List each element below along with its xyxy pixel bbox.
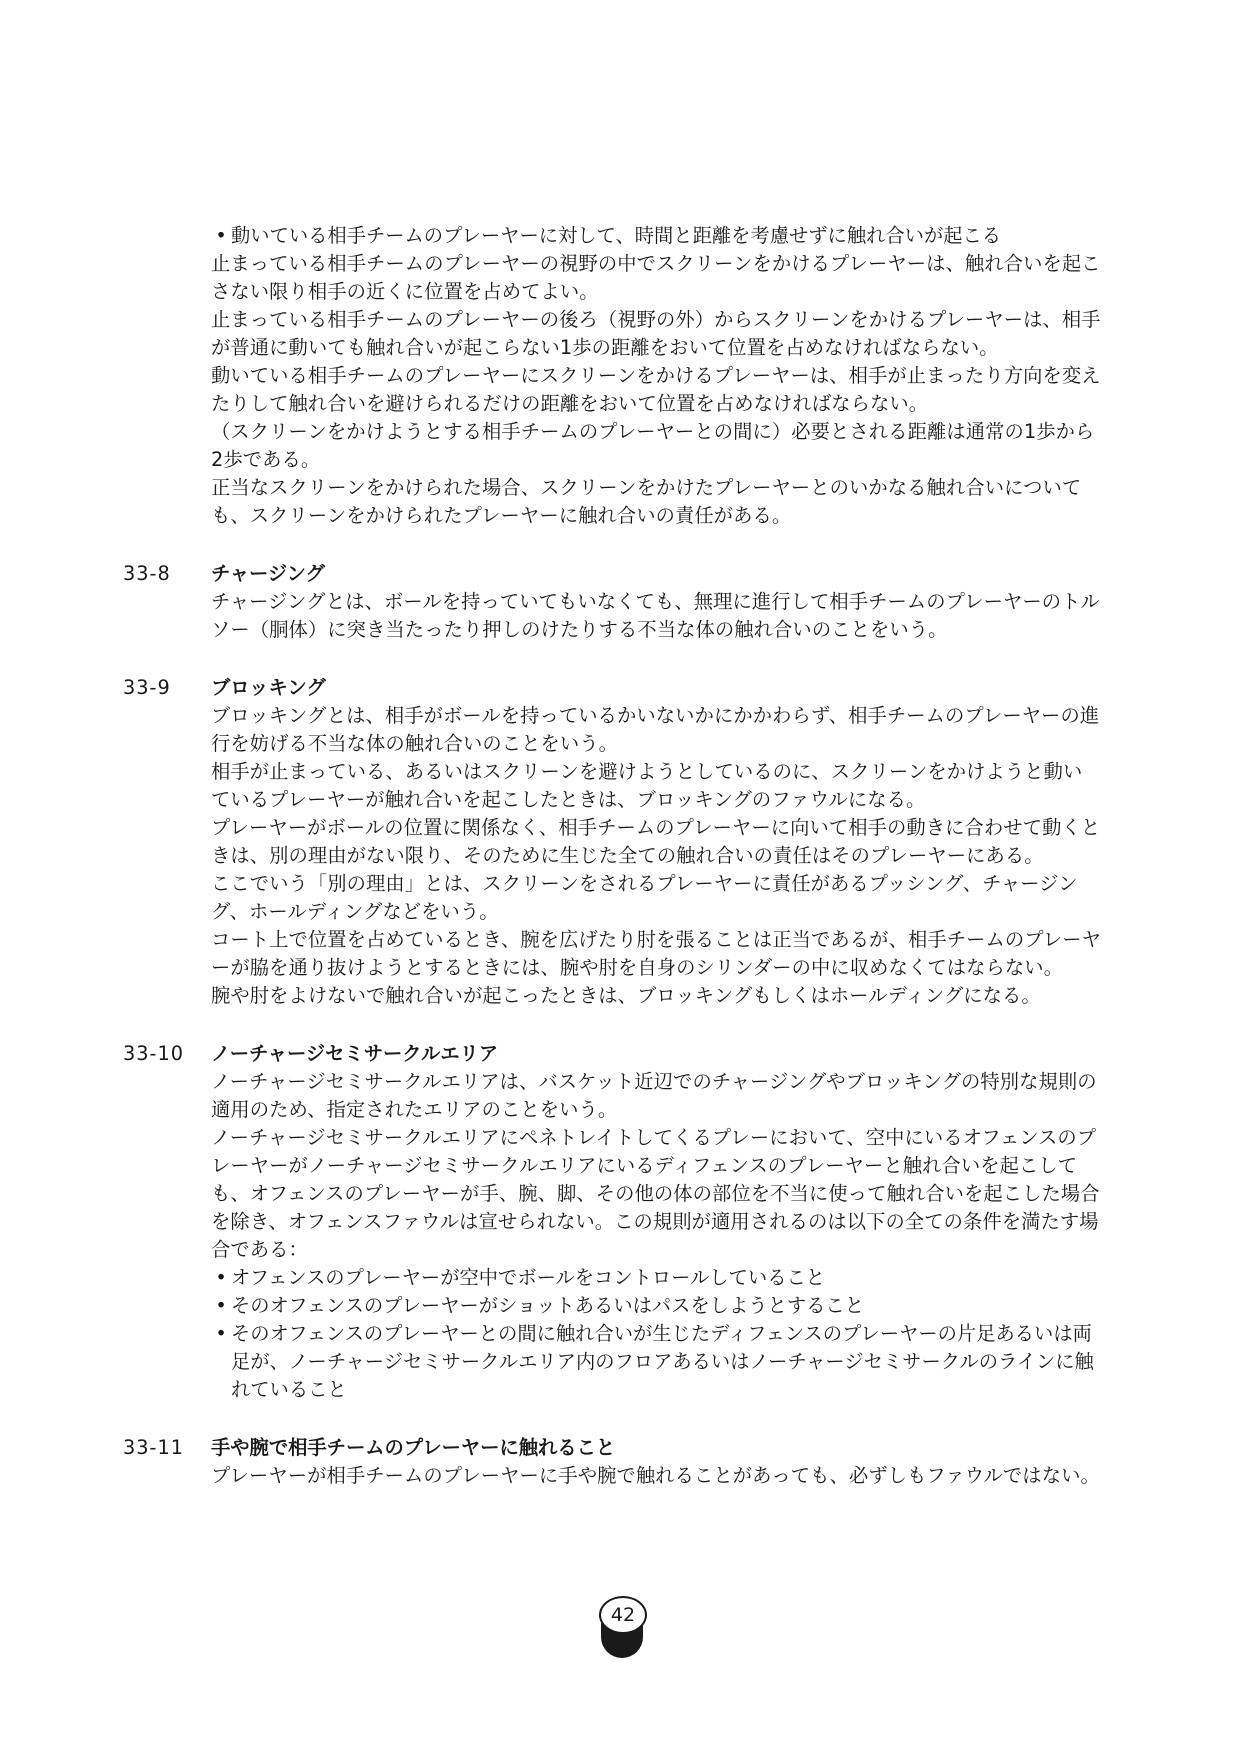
bullet-text: そのオフェンスのプレーヤーがショットあるいはパスをしようとすること bbox=[231, 1294, 864, 1317]
section-heading bbox=[123, 1040, 1118, 1068]
bullet-text: オフェンスのプレーヤーが空中でボールをコントロールしていること bbox=[231, 1266, 826, 1289]
bullet-dot: • bbox=[215, 1322, 227, 1345]
intro-bullet bbox=[211, 222, 1101, 250]
section-number: 33-11 bbox=[123, 1436, 185, 1459]
section-33-11 bbox=[123, 1434, 1118, 1490]
bullet-text: 動いている相手チームのプレーヤーに対して、時間と距離を考慮せずに触れ合いが起こる bbox=[231, 224, 1002, 247]
section-heading bbox=[123, 1434, 1118, 1462]
section-title: ノーチャージセミサークルエリア bbox=[211, 1042, 499, 1065]
section-33-10 bbox=[123, 1040, 1118, 1404]
section-33-9 bbox=[123, 674, 1118, 1010]
intro-paragraph: 正当なスクリーンをかけられた場合、スクリーンをかけたプレーヤーとのいかなる触れ合いについても、スクリーンをかけられたプレーヤーに触れ合いの責任がある。 bbox=[211, 476, 1082, 527]
page-number: 42 bbox=[599, 1596, 647, 1634]
section-number: 33-8 bbox=[123, 562, 171, 585]
section-title: 手や腕で相手チームのプレーヤーに触れること bbox=[211, 1436, 616, 1459]
section-paragraph: プレーヤーがボールの位置に関係なく、相手チームのプレーヤーに向いて相手の動きに合わせて動くときは、別の理由がない限り、そのために生じた全ての触れ合いの責任はそのプレーヤーにある。 bbox=[211, 816, 1101, 867]
section-paragraph: 相手が止まっている、あるいはスクリーンを避けようとしているのに、スクリーンをかけようと動いているプレーヤーが触れ合いを起こしたときは、ブロッキングのファウルになる。 bbox=[211, 760, 1083, 811]
intro-paragraph: 動いている相手チームのプレーヤーにスクリーンをかけるプレーヤーは、相手が止まったり方向を変えたりして触れ合いを避けられるだけの距離をおいて位置を占めなければならない。 bbox=[211, 364, 1101, 415]
section-paragraph: ブロッキングとは、相手がボールを持っているかいないかにかかわらず、相手チームのプレーヤーの進行を妨げる不当な体の触れ合いのことをいう。 bbox=[211, 704, 1100, 755]
intro-paragraph: 止まっている相手チームのプレーヤーの視野の中でスクリーンをかけるプレーヤーは、触れ合いを起こさない限り相手の近くに位置を占めてよい。 bbox=[211, 252, 1101, 303]
condition-bullet bbox=[211, 1320, 1101, 1404]
bullet-dot: • bbox=[215, 224, 227, 247]
bullet-dot: • bbox=[215, 1266, 227, 1289]
section-paragraph: ここでいう「別の理由」とは、スクリーンをされるプレーヤーに責任があるプッシング、チャージング、ホールディングなどをいう。 bbox=[211, 872, 1078, 923]
intro-paragraph: （スクリーンをかけようとする相手チームのプレーヤーとの間に）必要とされる距離は通常の1歩から2歩である。 bbox=[211, 420, 1095, 471]
section-number: 33-10 bbox=[123, 1042, 185, 1065]
section-paragraph: ノーチャージセミサークルエリアにペネトレイトしてくるプレーにおいて、空中にいるオフェンスのプレーヤーがノーチャージセミサークルエリアにいるディフェンスのプレーヤーと触れ合いを起こしても、オフェンスのプレーヤーが手、腕、脚、その他の体の部位を不当に使って触れ合いを起こした場合を除き、オフェンスファウルは宣せられない。この規則が適用されるのは以下の全ての条件を満たす場合である： bbox=[211, 1126, 1100, 1261]
section-title: チャージング bbox=[211, 562, 325, 585]
section-number: 33-9 bbox=[123, 676, 171, 699]
section-title: ブロッキング bbox=[211, 676, 326, 699]
page-number-badge bbox=[595, 1596, 651, 1668]
section-33-8 bbox=[123, 560, 1118, 644]
condition-bullet bbox=[211, 1264, 1101, 1292]
section-paragraph: チャージングとは、ボールを持っていてもいなくても、無理に進行して相手チームのプレーヤーのトルソー（胴体）に突き当たったり押しのけたりする不当な体の触れ合いのことをいう。 bbox=[211, 590, 1100, 641]
section-paragraph: ノーチャージセミサークルエリアは、バスケット近辺でのチャージングやブロッキングの特別な規則の適用のため、指定されたエリアのことをいう。 bbox=[211, 1070, 1097, 1121]
bullet-dot: • bbox=[215, 1294, 227, 1317]
section-paragraph: プレーヤーが相手チームのプレーヤーに手や腕で触れることがあっても、必ずしもファウルではない。 bbox=[211, 1464, 1100, 1487]
section-heading bbox=[123, 560, 1118, 588]
section-heading bbox=[123, 674, 1118, 702]
section-paragraph: 腕や肘をよけないで触れ合いが起こったときは、ブロッキングもしくはホールディングになる。 bbox=[211, 984, 1041, 1007]
intro-paragraph: 止まっている相手チームのプレーヤーの後ろ（視野の外）からスクリーンをかけるプレーヤーは、相手が普通に動いても触れ合いが起こらない1歩の距離をおいて位置を占めなければならない。 bbox=[211, 308, 1101, 359]
bullet-text: そのオフェンスのプレーヤーとの間に触れ合いが生じたディフェンスのプレーヤーの片足あるいは両足が、ノーチャージセミサークルエリア内のフロアあるいはノーチャージセミサークルのラインに触れていること bbox=[231, 1322, 1094, 1401]
page-content bbox=[123, 222, 1118, 1490]
condition-bullet bbox=[211, 1292, 1101, 1320]
section-paragraph: コート上で位置を占めているとき、腕を広げたり肘を張ることは正当であるが、相手チームのプレーヤーが脇を通り抜けようとするときには、腕や肘を自身のシリンダーの中に収めなくてはならない。 bbox=[211, 928, 1101, 979]
